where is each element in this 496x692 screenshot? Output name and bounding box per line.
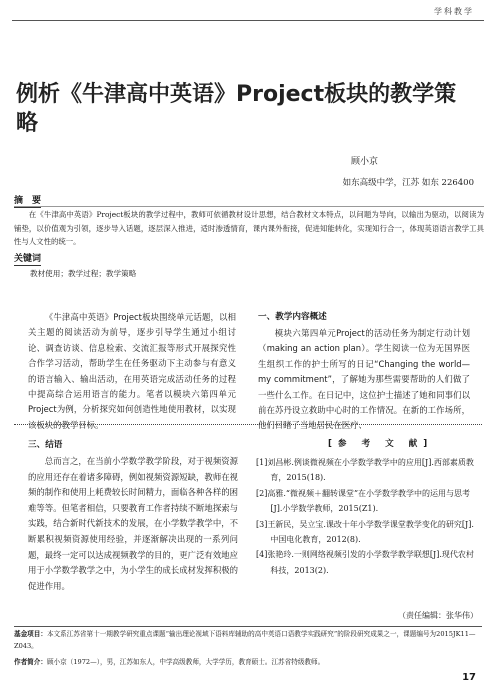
section1-heading: 一、教学内容概述	[258, 312, 327, 322]
author-name: 顾小京	[350, 157, 378, 167]
keywords-heading: 关键词	[14, 251, 41, 266]
bio-label: 作者简介：	[14, 658, 47, 666]
intro-paragraph: 《牛津高中英语》Project板块围绕单元话题，以相关主题的阅读活动为前导，逐步引导学生通过小组讨论、调查访谈、信息检索、交流汇报等形式开展探究性合作学习活动，帮助学生在任务驱动下主动参与有意义的语言输入、输出活动，在用英语完成活动任务的过程中提高综合运用语言的能力。笔者以模块六第四单元Project为例，分析探究如何创造性地使用教材，以实现该板块的教学目标。	[28, 312, 236, 430]
fund-text: 本文系江苏省第十一期教学研究重点课题“输出理论视域下语料库辅助的高中英语口语教学实践研究”的阶段研究成果之一，课题编号为2015JK11—Z043。	[14, 630, 476, 650]
section3-heading: 三、结语	[28, 440, 63, 450]
references-list	[256, 455, 478, 578]
bio-text: 顾小京（1972—），男，江苏如东人，中学高级教师，大学学历，教育硕士。江苏省特级教师。	[46, 658, 325, 666]
reference-item: [1]刘昌彬.例谈微视频在小学数学教学中的应用[J].西部素质教育，2015(18).	[256, 458, 474, 483]
page-number: 17	[462, 672, 476, 683]
responsible-editor: （责任编辑：张华伟）	[398, 611, 478, 620]
author-affiliation: 如东高级中学，江苏 如东 226400	[342, 178, 474, 188]
reference-item: [4]张艳玲.一则网络视频引发的小学数学教学联想[J].现代农村科技，2013(2).	[256, 550, 474, 575]
top-rule	[12, 20, 484, 21]
conclusion-paragraph: 总而言之，在当前小学数学教学阶段，对于视频资源的应用还存在着诸多障碍，例如视频资源短缺，教师在视频的制作和使用上耗费较长时间精力，面临各种各样的困难等等。但笔者相信，只要教育工作者持续不断地探索与实践，结合新时代新技术的发展，在小学数学教学中，不断累积视频资源使用经验，并逐渐解决出现的一系列问题，最终一定可以达成视频教学的目的，更广泛有效地应用于小学数学教学之中，为小学生的成长成材发挥积极的促进作用。	[28, 456, 238, 591]
abstract-rule	[14, 206, 484, 207]
intro-column	[28, 310, 236, 433]
section-tag: 学科教学	[434, 7, 474, 16]
abstract-text: 在《牛津高中英语》Project板块的教学过程中，教师可依循教材设计思想，结合教材文本特点，以问题为导向，以输出为驱动，以阅读为铺垫，以价值观为引领，逐步导入话题，逐层深入推进，适时渗透情育，课内课外衔接，促进知能转化，实现知行合一，体现英语语言教学工具性与人文性的统一。	[14, 210, 484, 246]
author-bio-footnote	[14, 656, 484, 668]
fund-label: 基金项目：	[14, 630, 47, 638]
reference-item: [3]王新民，吴立宝.课改十年小学数学课堂教学变化的研究[J].中国电化教育，2012(8).	[256, 519, 474, 545]
fund-footnote	[14, 628, 484, 652]
article-title: 例析《牛津高中英语》Project板块的教学策略	[16, 82, 457, 136]
keywords-text: 教材使用；教学过程；教学策略	[30, 269, 137, 278]
references-heading: [参 考 文 献]	[328, 439, 434, 449]
footnote-rule	[14, 626, 482, 627]
continuation-divider	[14, 424, 482, 425]
section1-paragraph: 模块六第四单元Project的活动任务为制定行动计划（making an action plan）。学生阅读一位为无国界医生组织工作的护士所写的日记“Changing the world—my commitment”，了解她为那些需要帮助的人们做了一些什么工作。在日记中，这位护士描述了她和同事们以前在苏丹设立救助中心时的工作情况。在新的工作场所，他们目睹了当地居民在医疗、	[258, 328, 470, 431]
abstract-heading: 摘 要	[14, 193, 41, 208]
reference-item: [2]高雅.“微视频＋翻转课堂”在小学数学教学中的运用与思考[J].小学数学教师，2015(Z1).	[256, 488, 471, 514]
section1-column	[258, 326, 470, 434]
conclusion-column	[28, 454, 238, 594]
